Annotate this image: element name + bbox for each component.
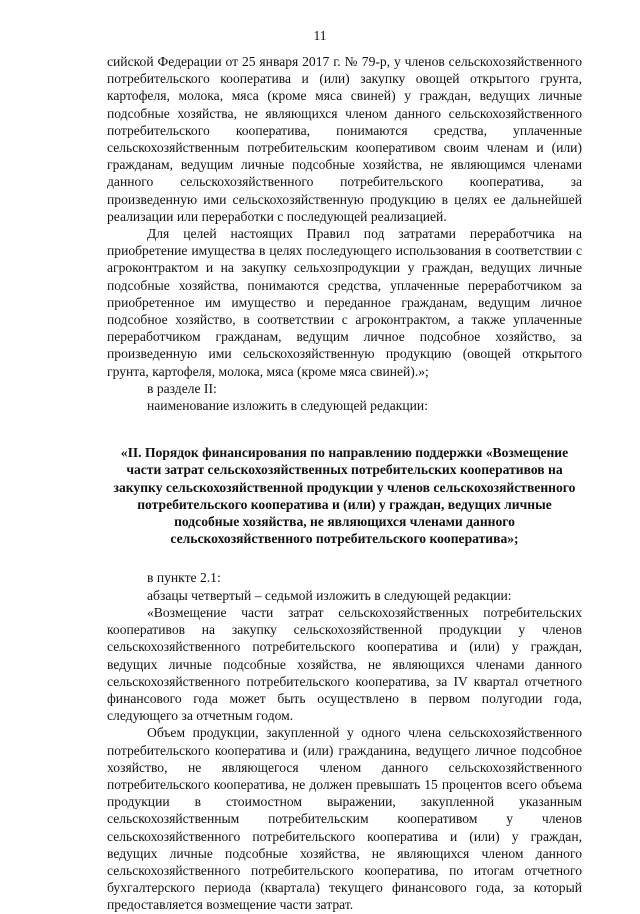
section-heading: «II. Порядок финансирования по направлению поддержки «Возмещение части затрат сельскохозяйственных потребительских кооперативов на закупку сельскохозяйственной продукции у членов сельскохозяйственного потребительского кооператива и (или) у граждан, ведущих личные подсобные хозяйства, не являющихся членами данного сельскохозяйственного потребительского кооператива»; (113, 445, 576, 547)
paragraph-title-instruction: наименование изложить в следующей редакции: (147, 398, 428, 414)
paragraph-abzac-instruction: абзацы четвертый – седьмой изложить в следующей редакции: (147, 587, 512, 603)
paragraph-reimbursement: «Возмещение части затрат сельскохозяйственных потребительских кооперативов на закупку сельскохозяйственной продукции у членов сельскохозяйственного потребительского кооператива и (или) у граждан, ведущих личные подсобные хозяйства, не являющихся членами данного сельскохозяйственного потребительского кооператива, за IV квартал отчетного финансового года может быть осуществлено в первом полугодии года, следующего за отчетным годом. (107, 604, 582, 724)
paragraph-processor-costs: Для целей настоящих Правил под затратами переработчика на приобретение имущества в целях последующего использования в соответствии с агроконтрактом и на закупку сельхозпродукции у граждан, ведущих личные подсобные хозяйства, понимаются средства, уплаченные переработчиком за приобретенное им имущество и переданное гражданам, ведущим личное подсобное хозяйство, в соответствии с агроконтрактом, а также уплаченные переработчиком гражданам, ведущим личное подсобное хозяйство, за произведенную ими сельскохозяйственную продукцию (овощей открытого грунта, картофеля, молока, мяса (кроме мяса свиней).»; (107, 226, 582, 379)
paragraph-point-ref: в пункте 2.1: (147, 570, 221, 586)
page-number: 11 (313, 28, 327, 43)
paragraph-section-ref: в разделе II: (147, 380, 217, 396)
paragraph-continuation: сийской Федерации от 25 января 2017 г. № 79-р, у членов сельскохозяйственного потребительского кооператива и (или) закупку овощей открытого грунта, картофеля, молока, мяса (кроме мяса свиней) у граждан, ведущих личные подсобные хозяйства, не являющихся членом данного сельскохозяйственного потребительского кооператива, понимаются средства, уплаченные сельскохозяйственным потребительским кооперативом своим членам и (или) гражданам, ведущим личные подсобные хозяйства, не являющимся членами данного сельскохозяйственного потребительского кооператива, за произведенную ими сельскохозяйственную продукцию в целях ее дальнейшей реализации или переработки с последующей реализацией. (107, 54, 582, 224)
document-body (107, 53, 582, 914)
paragraph-volume-limit: Объем продукции, закупленной у одного члена сельскохозяйственного потребительского кооператива и (или) гражданина, ведущего личное подсобное хозяйство, не являющегося членом данного сельскохозяйственного потребительского кооператива, не должен превышать 15 процентов всего объема продукции в стоимостном выражении, закупленной указанным сельскохозяйственным потребительским кооперативом у членов сельскохозяйственного потребительского кооператива и (или) у граждан, ведущих личные подсобные хозяйства, не являющихся членом данного сельскохозяйственного потребительского кооператива, по итогам отчетного бухгалтерского периода (квартала) текущего финансового года, за который предоставляется возмещение части затрат. (107, 725, 582, 913)
